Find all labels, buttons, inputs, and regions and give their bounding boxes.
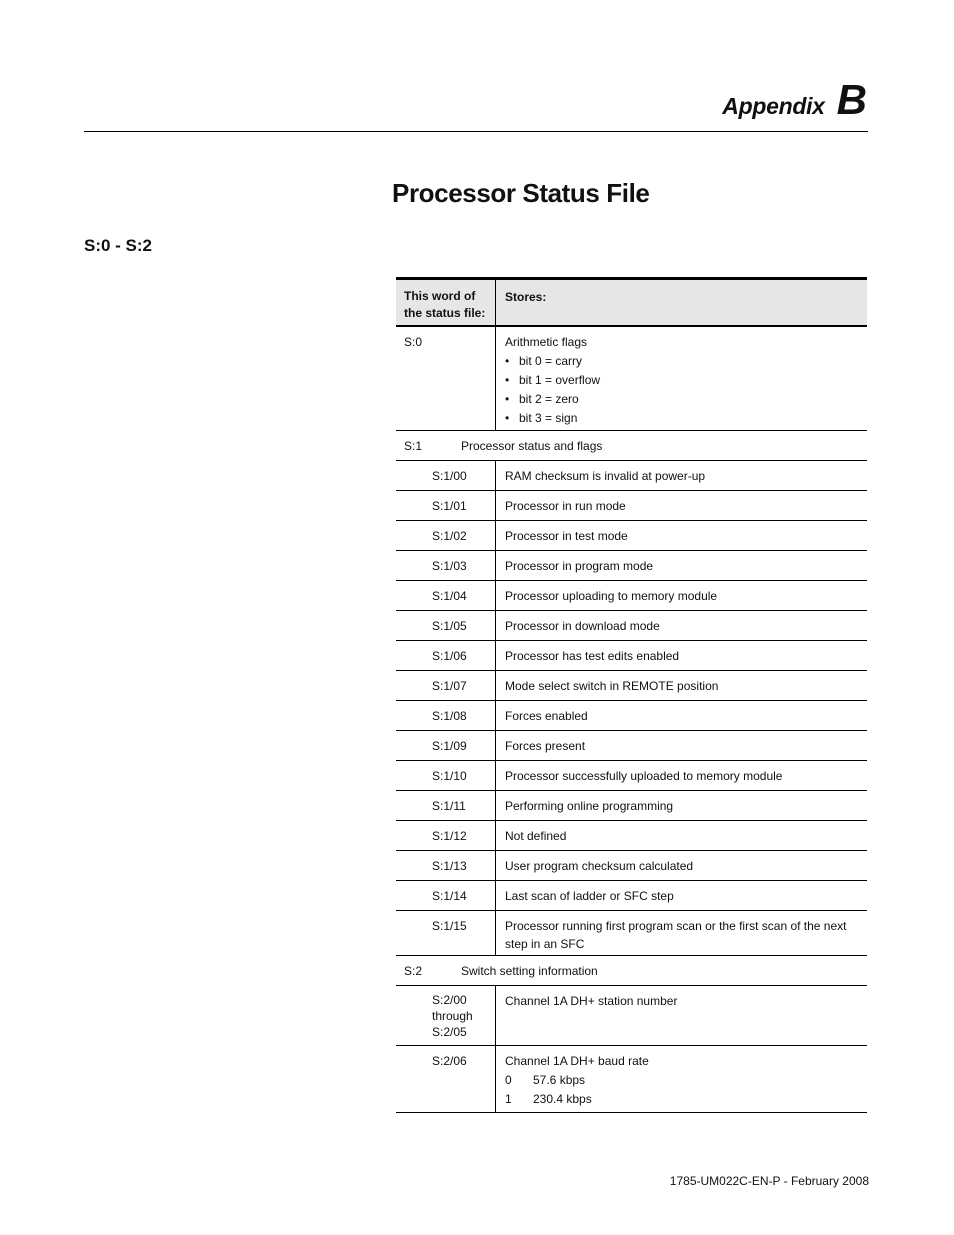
column-header-word: This word of the status file: <box>396 280 496 325</box>
status-bit-description: Processor uploading to memory module <box>505 589 718 603</box>
status-bit-description: Mode select switch in REMOTE position <box>505 679 719 693</box>
table-row <box>396 611 867 641</box>
s2-00-code <box>396 986 496 1045</box>
status-bit-description: Processor running first program scan or the first scan of the next step in an SFC <box>505 919 847 951</box>
status-bit-code: S:1/02 <box>396 521 496 550</box>
status-bit-code: S:1/09 <box>396 731 496 760</box>
status-bit-code: S:1/11 <box>396 791 496 820</box>
status-bit-description: Processor has test edits enabled <box>505 649 680 663</box>
s1-code: S:1 <box>404 439 423 453</box>
s2-desc: Switch setting information <box>461 964 598 978</box>
table-row <box>396 911 867 956</box>
table-row-s2-00 <box>396 986 867 1046</box>
status-bit-code: S:1/15 <box>396 911 496 955</box>
section-row-s2 <box>396 956 867 986</box>
code-line: S:2/05 <box>432 1025 467 1039</box>
table-row <box>396 461 867 491</box>
status-bit-code: S:1/03 <box>396 551 496 580</box>
status-bit-description: Processor in test mode <box>505 529 628 543</box>
table-row <box>396 641 867 671</box>
side-heading: S:0 - S:2 <box>84 236 153 255</box>
status-bit-description: Forces enabled <box>505 709 588 723</box>
s0-desc: Arithmetic flags <box>505 335 588 349</box>
status-bit-description: User program checksum calculated <box>505 859 694 873</box>
status-bit-code: S:1/06 <box>396 641 496 670</box>
status-bit-description: RAM checksum is invalid at power-up <box>505 469 706 483</box>
baud-value: 57.6 kbps <box>533 1073 586 1087</box>
bullet-item: • bit 2 = zero <box>505 390 859 408</box>
baud-key: 0 <box>505 1073 512 1087</box>
table-row <box>396 551 867 581</box>
section-row-s1 <box>396 431 867 461</box>
baud-key: 1 <box>505 1092 512 1106</box>
status-file-table <box>396 277 867 1113</box>
column-header-stores: Stores: <box>505 290 547 304</box>
table-row <box>396 731 867 761</box>
s2-code: S:2 <box>404 964 423 978</box>
table-row <box>396 881 867 911</box>
status-bit-code: S:1/00 <box>396 461 496 490</box>
appendix-heading <box>722 76 867 124</box>
page-title: Processor Status File <box>392 178 650 208</box>
table-row <box>396 521 867 551</box>
table-row <box>396 851 867 881</box>
status-bit-code: S:1/07 <box>396 671 496 700</box>
appendix-letter: B <box>836 76 867 123</box>
s2-06-description <box>496 1046 867 1112</box>
status-bit-description: Processor in run mode <box>505 499 626 513</box>
table-row <box>396 701 867 731</box>
s2-06-desc: Channel 1A DH+ baud rate <box>505 1054 649 1068</box>
baud-option <box>505 1071 859 1089</box>
code-line: S:2/00 <box>432 993 467 1007</box>
status-bit-code: S:1/04 <box>396 581 496 610</box>
header-rule <box>84 131 868 132</box>
table-row-s2-06 <box>396 1046 867 1113</box>
s2-00-desc: Channel 1A DH+ station number <box>505 994 678 1008</box>
status-bit-code: S:1/14 <box>396 881 496 910</box>
code-line: through <box>432 1009 473 1023</box>
bullet-item: • bit 1 = overflow <box>505 371 859 389</box>
status-bit-description: Last scan of ladder or SFC step <box>505 889 674 903</box>
status-bit-description: Forces present <box>505 739 586 753</box>
status-bit-code: S:1/10 <box>396 761 496 790</box>
s1-rows <box>396 461 867 956</box>
page-footer: 1785-UM022C-EN-P - February 2008 <box>669 1174 869 1188</box>
table-row <box>396 761 867 791</box>
status-bit-code: S:1/13 <box>396 851 496 880</box>
baud-value: 230.4 kbps <box>533 1092 592 1106</box>
table-header <box>396 277 867 327</box>
table-row <box>396 671 867 701</box>
s2-06-code: S:2/06 <box>396 1046 496 1112</box>
status-bit-description: Not defined <box>505 829 567 843</box>
baud-option <box>505 1090 859 1108</box>
status-bit-description: Processor in program mode <box>505 559 654 573</box>
appendix-word: Appendix <box>722 93 825 119</box>
status-bit-description: Processor successfully uploaded to memory module <box>505 769 783 783</box>
bullet-item: • bit 0 = carry <box>505 352 859 370</box>
status-bit-code: S:1/08 <box>396 701 496 730</box>
s1-desc: Processor status and flags <box>461 439 603 453</box>
status-bit-code: S:1/12 <box>396 821 496 850</box>
s0-code: S:0 <box>396 327 496 430</box>
status-bit-description: Performing online programming <box>505 799 674 813</box>
table-row-s0 <box>396 327 867 431</box>
status-bit-code: S:1/05 <box>396 611 496 640</box>
bullet-item: • bit 3 = sign <box>505 409 859 427</box>
s0-description <box>496 327 867 430</box>
table-row <box>396 581 867 611</box>
status-bit-code: S:1/01 <box>396 491 496 520</box>
status-bit-description: Processor in download mode <box>505 619 660 633</box>
table-row <box>396 791 867 821</box>
table-row <box>396 821 867 851</box>
table-row <box>396 491 867 521</box>
